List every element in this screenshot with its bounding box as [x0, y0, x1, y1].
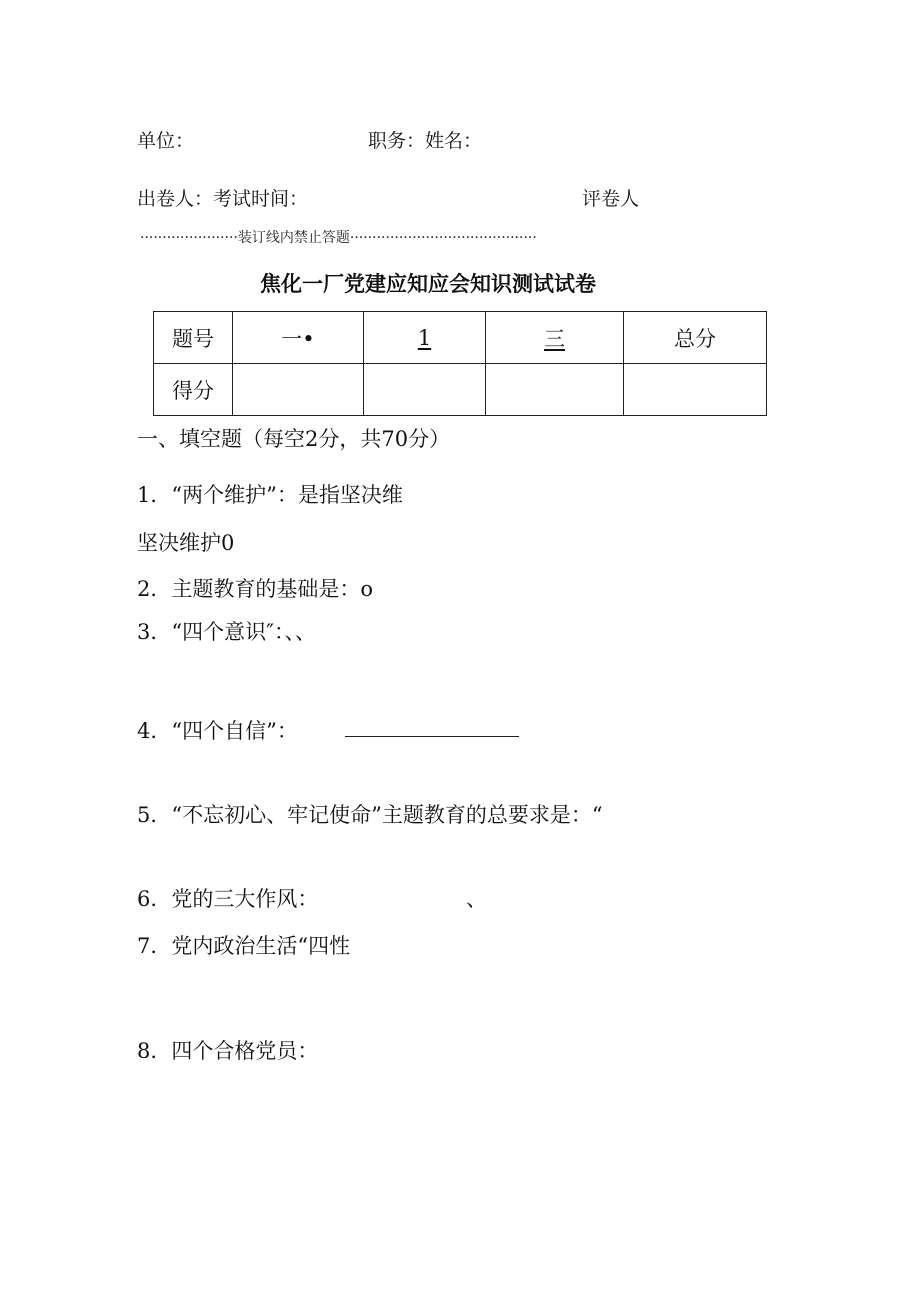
score-row-label: 得分	[154, 364, 233, 416]
question-4: 4．“四个自信”：	[137, 719, 298, 743]
question-6-separator: 、	[466, 887, 487, 911]
header-part-2: 1	[364, 312, 486, 364]
question-8: 8．四个合格党员：	[137, 1039, 319, 1063]
score-cell-1[interactable]	[233, 364, 364, 416]
question-5: 5．“不忘初心、牢记使命”主题教育的总要求是：“	[137, 803, 603, 827]
header-question-no: 题号	[154, 312, 233, 364]
score-table	[153, 311, 767, 416]
grader-label: 评卷人	[582, 188, 640, 210]
score-cell-3[interactable]	[486, 364, 624, 416]
header-part-1: 一•	[233, 312, 364, 364]
question-1: 1．“两个维护”：是指坚决维	[137, 483, 403, 507]
exam-title: 焦化一厂党建应知应会知识测试试卷	[260, 272, 596, 296]
question-7: 7．党内政治生活“四性	[137, 934, 351, 958]
score-table-score-row	[154, 364, 767, 416]
seal-line: ······················装订线内禁止答题··········································	[140, 230, 537, 246]
question-6: 6．党的三大作风：	[137, 887, 319, 911]
score-table-header-row	[154, 312, 767, 364]
question-3: 3．“四个意识″：、、	[137, 620, 316, 644]
question-2: 2．主题教育的基础是：o	[137, 577, 374, 601]
score-cell-total[interactable]	[624, 364, 767, 416]
setter-time-label: 出卷人：考试时间：	[137, 188, 309, 210]
header-total: 总分	[624, 312, 767, 364]
score-cell-2[interactable]	[364, 364, 486, 416]
section-heading: 一、填空题（每空2分，共70分）	[137, 427, 451, 451]
answer-blank-line[interactable]	[345, 736, 519, 737]
unit-label: 单位：	[137, 130, 195, 152]
header-part-3: 三	[486, 312, 624, 364]
question-1-continued: 坚决维护0	[137, 531, 235, 555]
position-name-label: 职务：姓名：	[368, 130, 483, 152]
